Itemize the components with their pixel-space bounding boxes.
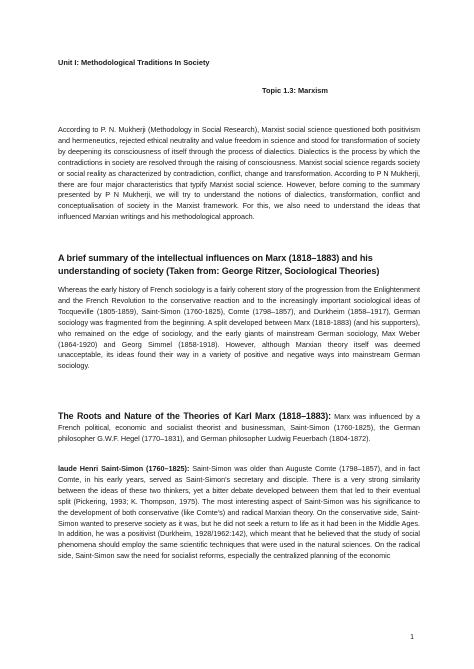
page-number: 1 [410,634,414,641]
summary-paragraph: Whereas the early history of French sociology is a fairly coherent story of the progression from the Enlightenment and the French Revolution to the conservative reaction and to the increasingly important sociological ideas of Tocqueville (1805-1859), Saint-Simon (1760-1825), Comte (1798–1857), and Durkheim (1858–1917), German sociology was fragmented from the beginning. A split developed between Marx (1818-1883) (and his supporters), who remained on the edge of sociology, and the early giants of mainstream German sociology, Max Weber (1864-1920) and Georg Simmel (1858-1918). However, although Marxian theory itself was deemed unacceptable, its ideas found their way in a variety of positive and negative ways into mainstream German sociology. [58,285,420,371]
roots-paragraph [58,411,420,445]
roots-body: Marx was influenced by a French political, economic and socialist theorist and businessman, Saint-Simon (1760-1825), the German philosopher G.W.F. Hegel (1770–1831), and German philosopher Ludwig Feuerbach (1804-1872). [58,412,420,443]
section-heading-intellectual-influences: A brief summary of the intellectual influences on Marx (1818–1883) and his understanding of society (Taken from: George Ritzer, Sociological Theories) [58,253,380,276]
saint-simon-body: Saint-Simon was older than Auguste Comte (1798–1857), and in fact Comte, in his early years, served as Saint-Simon's secretary and disciple. There is a very strong similarity between the ideas of these two thinkers, yet a bitter debate developed between them that led to their eventual split (Pickering, 1993; K. Thompson, 1975). The most interesting aspect of Saint-Simon was his significance to the development of both conservative (like Comte's) and radical Marxian theory. On the conservative side, Saint-Simon wanted to preserve society as it was, but he did not seek a return to life as it had been in the Middle Ages. In addition, he was a positivist (Durkheim, 1928/1962:142), which meant that he believed that the study of social phenomena should employ the same scientific techniques that were used in the natural sciences. On the radical side, Saint-Simon saw the need for socialist reforms, especially the centralized planning of the economic [58,464,420,561]
roots-heading: The Roots and Nature of the Theories of Karl Marx (1818–1883): [58,411,331,421]
saint-simon-paragraph [58,464,420,562]
unit-title: Unit I: Methodological Traditions In Society [58,58,210,67]
intro-paragraph: According to P. N. Mukherji (Methodology in Social Research), Marxist social science questioned both positivism and hermeneutics, rejected ethical neutrality and value freedom in science and stood for transformation of society by deepening its consciousness of itself through the process of dialectics. Dialectics is the process by which the contradictions in society are resolved through the raising of consciousness. Marxist social science regards society or social reality as characterized by contradiction, conflict, change and transformation. According to P N Mukherji, there are four major characteristics that typify Marxist social science. However, before coming to the summary presented by P N Mukherji, we will try to understand the notions of dialectics, transformation, conflict and conceptualisation of society in the Marxist framework. For this, we also need to understand the ideas that influenced Marxian writings and his methodological approach. [58,125,420,222]
topic-title: Topic 1.3: Marxism [262,86,328,95]
saint-simon-heading: laude Henri Saint-Simon (1760–1825): [58,464,190,473]
